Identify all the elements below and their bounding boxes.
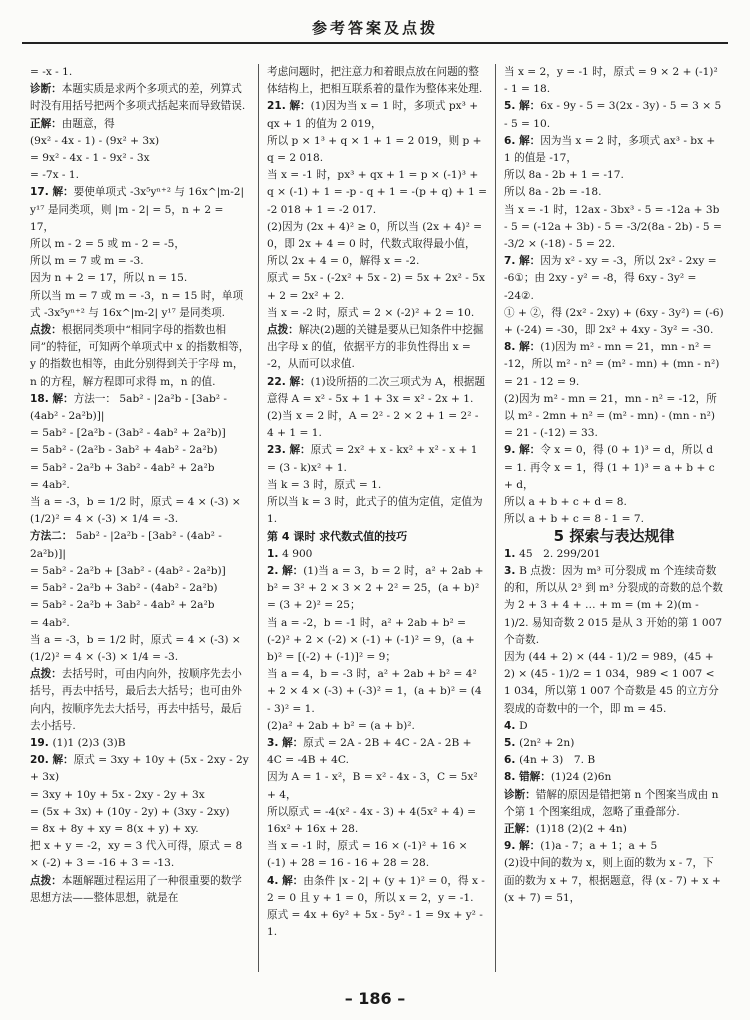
answer-line: = 9x² - 4x - 1 - 9x² - 3x bbox=[30, 152, 150, 165]
answer-label: 6. bbox=[504, 754, 520, 767]
answer-line: 3. 解：原式 = 2A - 2B + 4C - 2A - 2B + 4C = -4B + 4C. bbox=[267, 736, 472, 767]
answer-line: 诊断：本题实质是求两个多项式的差，列算式时没有用括号把两个多项式括起来而导致错误. bbox=[30, 83, 246, 113]
answer-label: 点拨： bbox=[30, 874, 62, 887]
answer-line: (2)设中间的数为 x，则上面的数为 x - 7，下面的数为 x + 7，根据题意，得 (x - 7) + x + (x + 7) = 51， bbox=[504, 857, 721, 904]
answer-label: 1. bbox=[504, 547, 520, 560]
answer-label: 2. 解： bbox=[267, 564, 304, 577]
answer-line: 当 x = 2，y = -1 时，原式 = 9 × 2 + (-1)² - 1 = 18. bbox=[504, 66, 718, 96]
answer-line: 所以 a + b + c = 8 - 1 = 7. bbox=[504, 513, 644, 526]
answer-line: 方法二： 5ab² - |2a²b - [3ab² - (4ab² - 2a²b)]| bbox=[30, 530, 222, 560]
answer-line: 20. 解：原式 = 3xy + 10y + (5x - 2xy - 2y + 3x) bbox=[30, 754, 249, 784]
answer-columns bbox=[22, 64, 732, 972]
answer-line: 所以 8a - 2b = -18. bbox=[504, 186, 602, 199]
answer-line: 当 x = -1 时，原式 = 16 × (-1)² + 16 × (-1) + 28 = 16 - 16 + 28 = 28. bbox=[267, 840, 468, 870]
page-number: – 186 – bbox=[344, 989, 406, 1008]
answer-line: 诊断：错解的原因是错把第 n 个图案当成由 n 个第 1 个图案组成，忽略了重叠部分. bbox=[504, 788, 719, 818]
answer-label: 点拨： bbox=[30, 324, 62, 337]
answer-line: 所以原式 = -4(x² - 4x - 3) + 4(5x² + 4) = 16x² + 16x + 28. bbox=[267, 805, 477, 835]
answer-line: = 3xy + 10y + 5x - 2xy - 2y + 3x bbox=[30, 788, 205, 801]
answer-line: 正解：由题意，得 bbox=[30, 117, 115, 130]
answer-label: 20. 解： bbox=[30, 754, 74, 767]
answer-line: 当 x = -2 时，原式 = 2 × (-2)² + 2 = 10. bbox=[267, 306, 475, 319]
answer-line: = 4ab². bbox=[30, 616, 70, 629]
answer-line: = 5ab² - 2a²b + 3ab² - 4ab² + 2a²b bbox=[30, 461, 215, 474]
answer-line: (2)当 x = 2 时，A = 2² - 2 × 2 + 1 = 2² - 4 + 1 = 1. bbox=[267, 410, 479, 440]
answer-line: (2)因为 (2x + 4)² ≥ 0，所以当 (2x + 4)² = 0，即 2x + 4 = 0 时，代数式取得最小值， bbox=[267, 220, 483, 251]
answer-line: 19. (1)1 (2)3 (3)B bbox=[30, 736, 126, 749]
answer-line: 9. 解：(1)a - 7；a + 1；a + 5 bbox=[504, 840, 658, 853]
answer-line: 所以 m - 2 = 5 或 m - 2 = -5， bbox=[30, 238, 185, 251]
answer-label: 诊断： bbox=[504, 788, 536, 801]
lesson-heading: 第 4 课时 求代数式值的技巧 bbox=[267, 530, 408, 544]
answer-line: = 5ab² - 2a²b + 3ab² - 4ab² + 2a²b bbox=[30, 599, 215, 612]
answer-line: (2)因为 m² - mn = 21，mn - n² = -12，所以 m² - 2mn + n² = (m² - mn) - (mn - n²) = 21 - (-12) = 33. bbox=[504, 392, 717, 440]
answer-line: = 5ab² - [2a²b - (3ab² - 4ab² + 2a²b)] bbox=[30, 427, 226, 440]
answer-label: 点拨： bbox=[30, 668, 62, 681]
answer-line: 考虑问题时，把注意力和着眼点放在问题的整体结构上，把相互联系着的量作为整体来处理. bbox=[267, 66, 483, 96]
answer-line: 因为 A = 1 - x²，B = x² - 4x - 3，C = 5x² + 4， bbox=[267, 771, 478, 801]
answer-line: 8. 错解：(1)24 (2)6n bbox=[504, 771, 612, 784]
answer-line: 21. 解：(1)因为当 x = 1 时，多项式 px³ + qx + 1 的值为 2 019， bbox=[267, 100, 479, 130]
answer-line: 点拨：解决(2)题的关键是要从已知条件中挖掘出字母 x 的值，依据平方的非负性得出 x = -2，从而可以求值. bbox=[267, 324, 484, 371]
answer-label: 3. 解： bbox=[267, 736, 304, 749]
answer-label: 23. 解： bbox=[267, 444, 311, 457]
answer-line: 当 x = -1 时，12ax - 3bx³ - 5 = -12a + 3b - 5 = (-12a + 3b) - 5 = -3/2(8a - 2b) - 5 = -3/2 × (-18) - 5 = 22. bbox=[504, 203, 722, 251]
answer-label: 5. 解： bbox=[504, 100, 541, 113]
answer-line: (9x² - 4x - 1) - (9x² + 3x) bbox=[30, 134, 160, 147]
answer-label: 17. 解： bbox=[30, 186, 74, 199]
answer-line: 所以 8a - 2b + 1 = -17. bbox=[504, 169, 624, 182]
answer-line: 点拨：本题解题过程运用了一种很重要的数学思想方法——整体思想，就是在 bbox=[30, 874, 242, 904]
answer-line: 因为 (44 + 2) × (44 - 1)/2 = 989，(45 + 2) × (45 - 1)/2 = 1 034，989 < 1 007 < 1 034，所以第 1 007 个奇数是 45 的立方分裂成的奇数中的一个，即 m = 45. bbox=[504, 650, 719, 715]
answer-label: 18. 解： bbox=[30, 392, 74, 405]
page-header bbox=[22, 8, 728, 44]
answer-line: 18. 解：方法一： 5ab² - |2a²b - [3ab² - (4ab² - 2a²b)]| bbox=[30, 392, 227, 423]
answer-line: 所以当 m = 7 或 m = -3，n = 15 时，单项式 -3x⁵yⁿ⁺² 与 16x^|m-2| y¹⁷ 是同类项. bbox=[30, 289, 244, 319]
answer-line: 2. 解：(1)当 a = 3，b = 2 时，a² + 2ab + b² = 3² + 2 × 3 × 2 + 2² = 25，(a + b)² = (3 + 2)² = 25； bbox=[267, 564, 484, 612]
answer-line: 所以 2x + 4 = 0，解得 x = -2. bbox=[267, 255, 420, 268]
answer-line: 所以 m = 7 或 m = -3. bbox=[30, 255, 144, 268]
answer-line: = 5ab² - 2a²b + 3ab² - (4ab² - 2a²b) bbox=[30, 582, 218, 595]
answer-line: 22. 解：(1)设所捂的二次三项式为 A，根据题意得 A = x² - 5x + 1 + 3x = x² - 2x + 1. bbox=[267, 375, 485, 405]
answer-line: 6. 解：因为当 x = 2 时，多项式 ax³ - bx + 1 的值是 -17， bbox=[504, 134, 716, 165]
answer-line: 当 a = 4，b = -3 时，a² + 2ab + b² = 4² + 2 × 4 × (-3) + (-3)² = 1，(a + b)² = (4 - 3)² = 1. bbox=[267, 668, 482, 715]
answer-label: 4. 解： bbox=[267, 874, 304, 887]
answer-line: = -x - 1. bbox=[30, 66, 73, 78]
answer-line: 1. 4 900 bbox=[267, 547, 313, 560]
answer-line: 当 a = -3，b = 1/2 时，原式 = 4 × (-3) × (1/2)² = 4 × (-3) × 1/4 = -3. bbox=[30, 496, 241, 526]
answer-label: 点拨： bbox=[267, 324, 299, 337]
answer-label: 5. bbox=[504, 736, 520, 749]
answer-line: 点拨：根据同类项中“相同字母的指数也相同”的特征，可知两个单项式中 x 的指数相等，y 的指数也相等，由此分别得到关于字母 m，n 的方程，解方程即可求得 m，n 的值. bbox=[30, 324, 250, 388]
answer-label: 正解： bbox=[30, 117, 62, 130]
answer-line: 把 x + y = -2，xy = 3 代入可得，原式 = 8 × (-2) + 3 = -16 + 3 = -13. bbox=[30, 840, 243, 870]
answer-label: 8. 解： bbox=[504, 341, 541, 354]
answer-line: 7. 解：因为 x² - xy = -3，所以 2x² - 2xy = -6①；由 2xy - y² = -8，得 6xy - 3y² = -24②. bbox=[504, 255, 717, 302]
answer-line: 当 x = -1 时，px³ + qx + 1 = p × (-1)³ + q × (-1) + 1 = -p - q + 1 = -(p + q) + 1 = -2 018 + 1 = -2 017. bbox=[267, 169, 487, 216]
answer-label: 3. bbox=[504, 564, 520, 577]
answer-line: 4. D bbox=[504, 719, 528, 732]
answer-line: 所以当 k = 3 时，此式子的值为定值，定值为 1. bbox=[267, 496, 483, 526]
answer-line: 所以 p × 1³ + q × 1 + 1 = 2 019，则 p + q = 2 018. bbox=[267, 134, 482, 165]
answer-line: = 5ab² - 2a²b + [3ab² - (4ab² - 2a²b)] bbox=[30, 564, 226, 577]
answer-line: 当 a = -2，b = -1 时，a² + 2ab + b² = (-2)² + 2 × (-2) × (-1) + (-1)² = 9，(a + b)² = [(-2) + (-1)]² = 9； bbox=[267, 616, 475, 663]
answer-line: 23. 解：原式 = 2x² + x - kx² + x² - x + 1 = (3 - k)x² + 1. bbox=[267, 444, 478, 474]
answer-line: 原式 = 5x - (-2x² + 5x - 2) = 5x + 2x² - 5x + 2 = 2x² + 2. bbox=[267, 272, 485, 302]
answer-label: 19. bbox=[30, 736, 53, 749]
answer-label: 诊断： bbox=[30, 83, 62, 96]
answer-label: 21. 解： bbox=[267, 100, 311, 113]
answer-label: 7. 解： bbox=[504, 255, 541, 268]
answer-label: 正解： bbox=[504, 822, 536, 835]
answer-line: 1. 45 2. 299/201 bbox=[504, 547, 601, 560]
column-left bbox=[22, 64, 258, 972]
answer-label: 4. bbox=[504, 719, 520, 732]
answer-line: 3. B 点拨：因为 m³ 可分裂成 m 个连续奇数的和，所以从 2³ 到 m³ 分裂成的奇数的总个数为 2 + 3 + 4 + … + m = (m + 2)(m - 1)/2. 易知奇数 2 015 是从 3 开始的第 1 007 个奇数. bbox=[504, 564, 723, 646]
answer-line: 8. 解：(1)因为 m² - mn = 21，mn - n² = -12，所以 m² - n² = (m² - mn) + (mn - n²) = 21 - 12 = 9. bbox=[504, 341, 720, 388]
answer-line: 原式 = 4x + 6y² + 5x - 5y² - 1 = 9x + y² - 1. bbox=[267, 908, 483, 939]
answer-line: = (5x + 3x) + (10y - 2y) + (3xy - 2xy) bbox=[30, 805, 230, 818]
answer-line: 所以 a + b + c + d = 8. bbox=[504, 496, 627, 509]
answer-label: 6. 解： bbox=[504, 134, 541, 147]
answer-line: 点拨：去括号时，可由内向外，按顺序先去小括号，再去中括号，最后去大括号；也可由外向内，按顺序先去大括号，再去中括号，最后去小括号. bbox=[30, 668, 242, 732]
answer-label: 9. 解： bbox=[504, 444, 541, 457]
column-middle bbox=[258, 64, 495, 972]
page-title: 参考答案及点拨 bbox=[311, 19, 438, 37]
answer-line: = 5ab² - (2a²b - 3ab² + 4ab² - 2a²b) bbox=[30, 444, 218, 457]
answer-label: 方法二： bbox=[30, 530, 73, 543]
answer-line: 9. 解：令 x = 0，得 (0 + 1)³ = d，所以 d = 1. 再令 x = 1，得 (1 + 1)³ = a + b + c + d， bbox=[504, 444, 715, 491]
answer-line: = -7x - 1. bbox=[30, 169, 79, 182]
answer-line: ① + ②，得 (2x² - 2xy) + (6xy - 3y²) = (-6) + (-24) = -30，即 2x² + 4xy - 3y² = -30. bbox=[504, 306, 724, 337]
answer-line: 5. 解：6x - 9y - 5 = 3(2x - 3y) - 5 = 3 × 5 - 5 = 10. bbox=[504, 100, 722, 130]
answer-line: = 4ab². bbox=[30, 478, 70, 491]
answer-label: 8. 错解： bbox=[504, 771, 551, 784]
answer-line: 当 k = 3 时，原式 = 1. bbox=[267, 478, 382, 491]
answer-line: 当 a = -3，b = 1/2 时，原式 = 4 × (-3) × (1/2)² = 4 × (-3) × 1/4 = -3. bbox=[30, 633, 241, 663]
column-right bbox=[495, 64, 732, 972]
answer-line: 4. 解：由条件 |x - 2| + (y + 1)² = 0，得 x - 2 = 0 且 y + 1 = 0，所以 x = 2，y = -1. bbox=[267, 874, 485, 904]
answer-line: = 8x + 8y + xy = 8(x + y) + xy. bbox=[30, 822, 199, 835]
answer-label: 1. bbox=[267, 547, 283, 560]
answer-label: 22. 解： bbox=[267, 375, 311, 388]
answer-line: (2)a² + 2ab + b² = (a + b)². bbox=[267, 719, 415, 732]
answer-line: 17. 解：要使单项式 -3x⁵yⁿ⁺² 与 16x^|m-2| y¹⁷ 是同类项，则 |m - 2| = 5，n + 2 = 17， bbox=[30, 186, 245, 233]
answer-line: 正解：(1)18 (2)(2 + 4n) bbox=[504, 822, 627, 835]
section-heading: 5 探索与表达规律 bbox=[553, 527, 675, 546]
answer-line: 5. (2n² + 2n) bbox=[504, 736, 575, 749]
answer-line: 6. (4n + 3) 7. B bbox=[504, 754, 596, 767]
answer-label: 9. 解： bbox=[504, 840, 541, 853]
answer-line: 因为 n + 2 = 17，所以 n = 15. bbox=[30, 272, 188, 285]
